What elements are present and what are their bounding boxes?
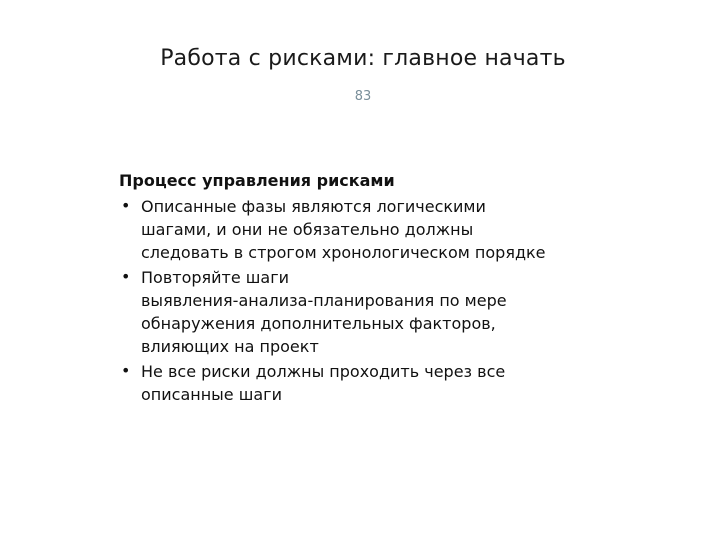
- bullet-line: следовать в строгом хронологическом порядке: [141, 243, 546, 262]
- bullet-line: описанные шаги: [141, 385, 282, 404]
- bullet-line: влияющих на проект: [141, 337, 319, 356]
- bullet-line: Описанные фазы являются логическими: [141, 197, 486, 216]
- bullet-marker: •: [121, 196, 131, 215]
- bullet-marker: •: [121, 361, 131, 380]
- bullet-line: обнаружения дополнительных факторов,: [141, 314, 496, 333]
- bullet-line: Повторяйте шаги: [141, 268, 290, 287]
- bullet-item: [119, 360, 679, 406]
- bullet-line: выявления-анализа-планирования по мере: [141, 291, 507, 310]
- bullet-list: [119, 195, 679, 406]
- bullet-line: Не все риски должны проходить через все: [141, 362, 506, 381]
- section-heading: Процесс управления рисками: [119, 171, 395, 190]
- bullet-item: [119, 195, 679, 264]
- slide-content: [119, 170, 679, 408]
- slide-title: Работа с рисками: главное начать: [160, 46, 566, 71]
- page-number: 83: [354, 89, 372, 104]
- bullet-line: шагами, и они не обязательно должны: [141, 220, 474, 239]
- bullet-item: [119, 266, 679, 358]
- bullet-marker: •: [121, 267, 131, 286]
